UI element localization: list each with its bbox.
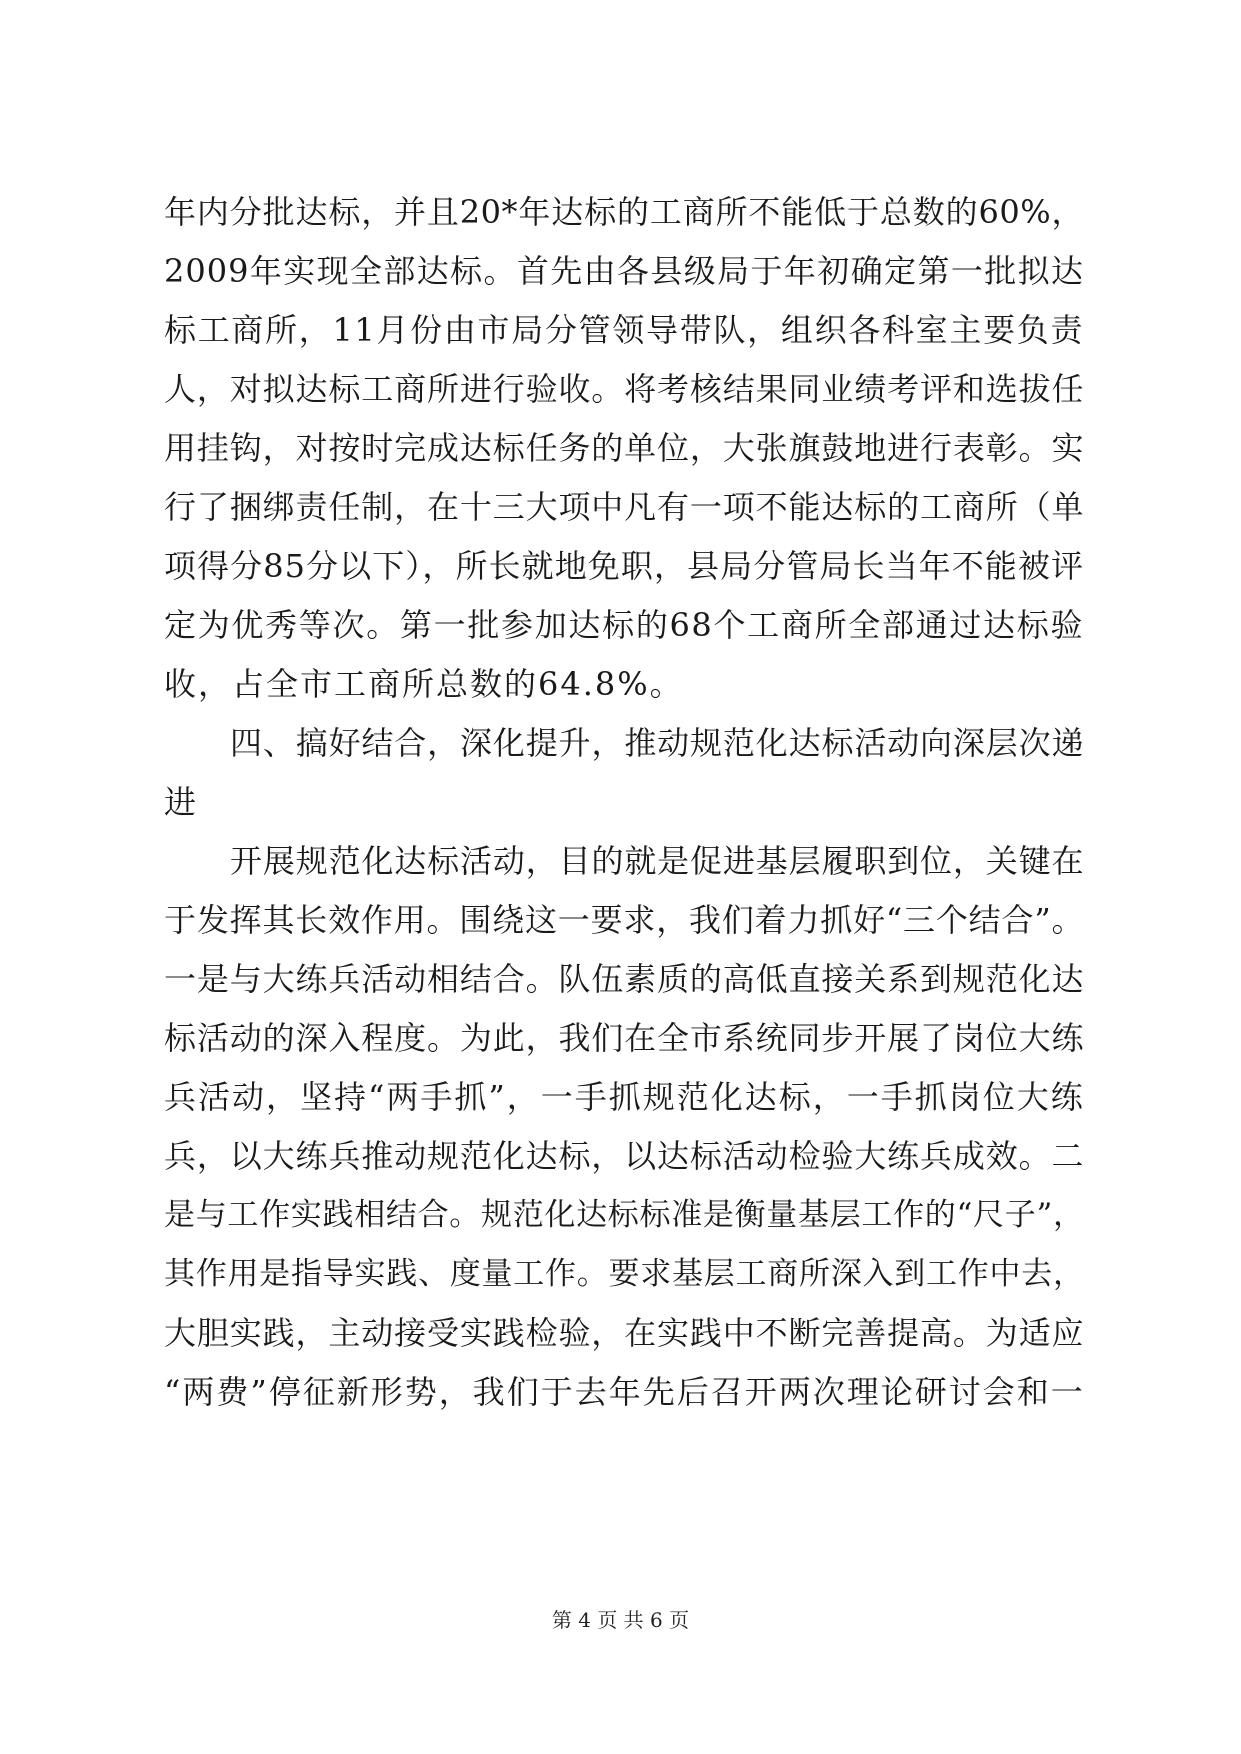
body-text-line: 其作用是指导实践、度量工作。要求基层工商所深入到工作中去， <box>164 1256 1084 1292</box>
section-heading-line: 进 <box>164 783 199 821</box>
body-text-line: 收，占全市工商所总数的64.8%。 <box>164 665 684 703</box>
body-text-line: “两费”停征新形势，我们于去年先后召开两次理论研讨会和一 <box>164 1373 1085 1411</box>
body-text-line: 于发挥其长效作用。围绕这一要求，我们着力抓好“三个结合”。 <box>164 901 1084 939</box>
body-text-line: 标工商所，11月份由市局分管领导带队，组织各科室主要负责 <box>164 311 1084 349</box>
body-text-line: 标活动的深入程度。为此，我们在全市系统同步开展了岗位大练 <box>164 1019 1084 1057</box>
page-number-footer: 第 4 页 共 6 页 <box>551 1608 690 1632</box>
body-text-line: 用挂钩，对按时完成达标任务的单位，大张旗鼓地进行表彰。实 <box>164 429 1084 467</box>
body-text-line: 年内分批达标，并且20*年达标的工商所不能低于总数的60%， <box>164 193 1084 231</box>
body-text-line: 大胆实践，主动接受实践检验，在实践中不断完善提高。为适应 <box>164 1314 1084 1352</box>
paragraph-first-line: 开展规范化达标活动，目的就是促进基层履职到位，关键在 <box>230 842 1084 880</box>
section-heading-line: 四、搞好结合，深化提升，推动规范化达标活动向深层次递 <box>230 724 1084 762</box>
body-text-line: 行了捆绑责任制，在十三大项中凡有一项不能达标的工商所（单 <box>164 488 1084 526</box>
body-text-line: 人，对拟达标工商所进行验收。将考核结果同业绩考评和选拔任 <box>164 370 1084 408</box>
body-text-line: 2009年实现全部达标。首先由各县级局于年初确定第一批拟达 <box>164 252 1084 290</box>
body-text-line: 项得分85分以下），所长就地免职，县局分管局长当年不能被评 <box>164 547 1084 585</box>
body-text-line: 定为优秀等次。第一批参加达标的68个工商所全部通过达标验 <box>164 606 1084 644</box>
body-text-line: 一是与大练兵活动相结合。队伍素质的高低直接关系到规范化达 <box>164 960 1084 998</box>
body-text-line: 兵，以大练兵推动规范化达标，以达标活动检验大练兵成效。二 <box>164 1137 1084 1175</box>
body-text-line: 是与工作实践相结合。规范化达标标准是衡量基层工作的“尺子”， <box>164 1197 1084 1233</box>
body-text-line: 兵活动，坚持“两手抓”，一手抓规范化达标，一手抓岗位大练 <box>164 1078 1085 1116</box>
